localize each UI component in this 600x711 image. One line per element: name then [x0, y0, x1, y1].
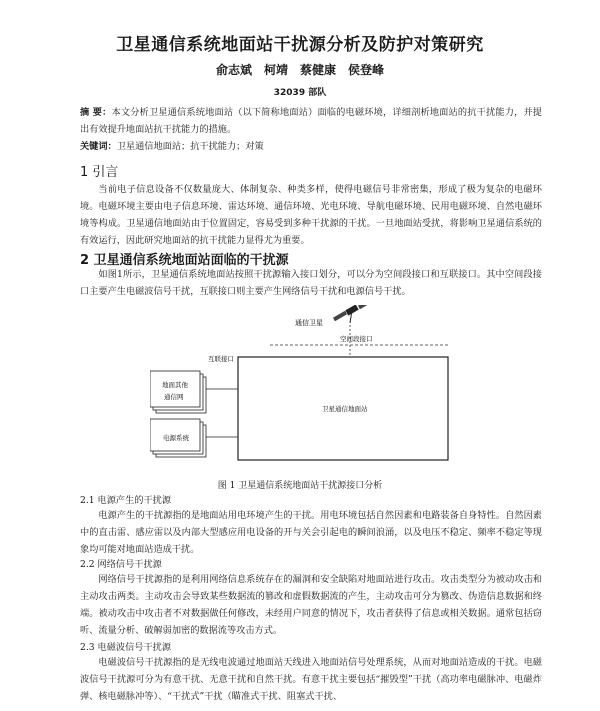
- keywords: [80, 138, 542, 155]
- space-interface-label: 空间段接口: [340, 335, 373, 343]
- section2-heading: 2 卫星通信系统地面站面临的干扰源: [80, 253, 289, 268]
- section2-body: 如图1所示，卫星通信系统地面站按照干扰源输入接口划分，可以分为空间段接口和互联接口。其中空间段接口主要产生电磁波信号干扰，互联接口则主要产生网络信号干扰和电源信号干扰。: [80, 269, 542, 297]
- subsection22-body: 网络信号干扰源指的是利用网络信息系统存在的漏洞和安全缺陷对地面站进行攻击。攻击类型分为被动攻击和主动攻击两类。主动攻击会导致某些数据流的篡改和虚假数据流的产生，主动攻击可分为篡改、伪造信息数据和终端。被动攻击中攻击者不对数据做任何修改，未经用户同意的情况下，攻击者获得了信息或相关数据。通常包括窃听、流量分析、破解弱加密的数据流等攻击方式。: [80, 574, 542, 636]
- interconnect-label: 互联接口: [208, 355, 234, 363]
- network-box: [150, 371, 206, 413]
- section1-body: 当前电子信息设备不仅数量庞大、体制复杂、种类多样，使得电磁信号非常密集，形成了极为复杂的电磁环境。电磁环境主要由电子信息环境、雷达环境、通信环境、光电环境、导航电磁环境、民用电磁环境、自然电磁环境等构成。卫星通信地面站由于位置固定，容易受到多种干扰源的干扰。一旦地面站受扰，将影响卫星通信系统的有效运行，因此研究地面站的抗干扰能力显得尤为重要。: [80, 184, 542, 246]
- keywords-text: 卫星通信地面站；抗干扰能力；对策: [116, 141, 264, 152]
- author-list: 俞志斌 柯靖 蔡健康 侯登峰: [215, 63, 384, 77]
- satellite-icon: [333, 305, 372, 323]
- paper-title: 卫星通信系统地面站干扰源分析及防护对策研究: [116, 35, 484, 55]
- keywords-label: 关键词：: [80, 141, 117, 152]
- figure-interface-diagram: [150, 305, 450, 465]
- abstract: [80, 104, 542, 138]
- subsection22-heading: 2.2 网络信号干扰源: [80, 559, 162, 570]
- subsection21-body: 电源产生的干扰源指的是地面站用电环境产生的干扰。用电环境包括自然因素和电路装备自身特性。自然因素中的直击雷、感应雷以及内部大型感应用电设备的开与关会引起电的瞬间浪涌，以及电压不稳定、频率不稳定等现象均可能对地面站造成干扰。: [80, 510, 542, 555]
- affiliation: 32039 部队: [273, 88, 327, 98]
- power-label: 电源系统: [163, 434, 189, 442]
- network-label-line2: 通信网: [164, 393, 184, 401]
- section1-heading: 1 引言: [80, 165, 119, 180]
- subsection21-heading: 2.1 电源产生的干扰源: [80, 495, 172, 506]
- satellite-label: 通信卫星: [295, 319, 323, 327]
- abstract-text: 本文分析卫星通信系统地面站（以下简称地面站）面临的电磁环境，详细剖析地面站的抗干扰能力，并提出有效提升地面站抗干扰能力的措施。: [80, 107, 542, 135]
- abstract-label: 摘 要：: [80, 107, 112, 118]
- subsection23-body: 电磁波信号干扰源指的是无线电波通过地面站天线进入地面站信号处理系统，从而对地面站造成的干扰。电磁波信号干扰源可分为有意干扰、无意干扰和自然干扰。有意干扰主要包括“摧毁型”干扰（高功率电磁脉冲、电磁炸弹、核电磁脉冲等）、“干扰式”干扰（瞄准式干扰、阻塞式干扰、: [80, 657, 542, 702]
- ground-station-label: 卫星通信地面站: [322, 405, 368, 413]
- network-label-line1: 地面其他: [162, 381, 188, 389]
- subsection23-heading: 2.3 电磁波信号干扰源: [80, 642, 172, 653]
- figure-caption: 图 1 卫星通信系统地面站干扰源接口分析: [217, 481, 383, 491]
